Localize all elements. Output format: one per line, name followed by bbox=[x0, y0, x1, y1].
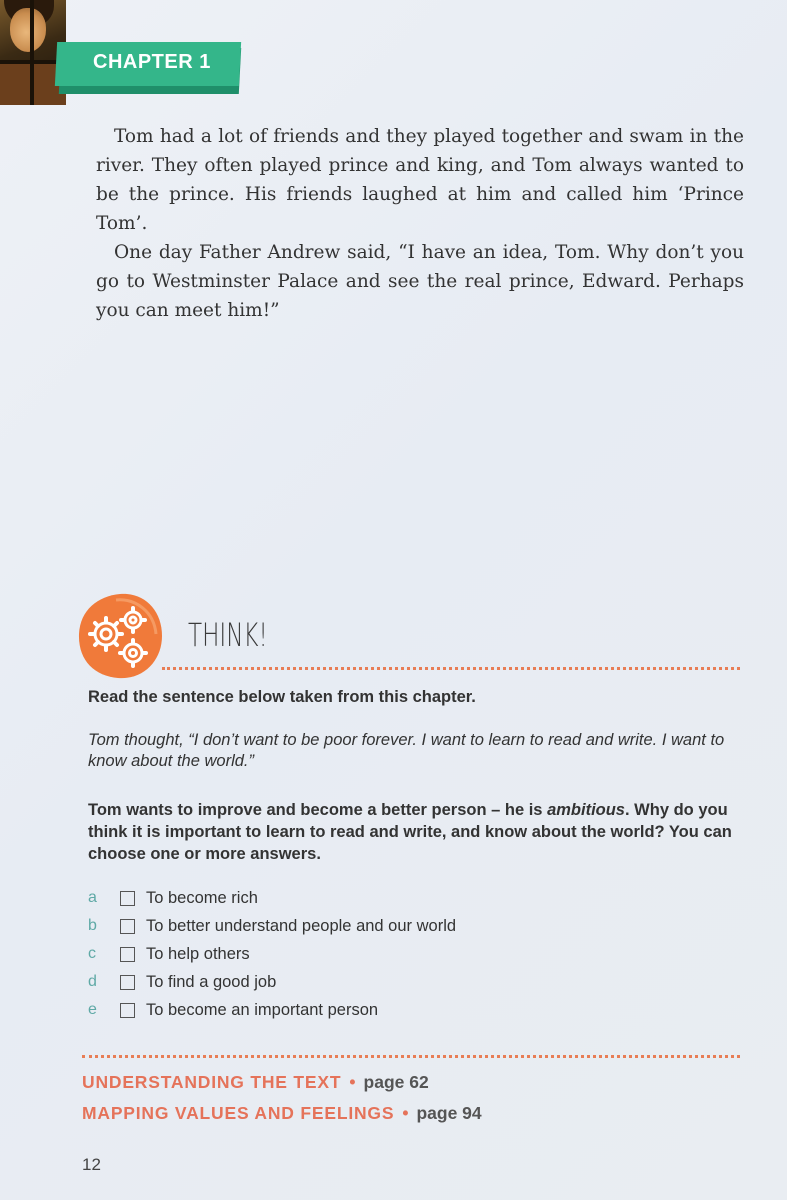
checkbox[interactable] bbox=[120, 919, 135, 934]
option-text: To better understand people and our world bbox=[146, 916, 457, 935]
story-paragraph: Tom had a lot of friends and they played together and swam in the river. They often played prince and king, and Tom always wanted to be the prince. His friends laughed at him and called him ‘Prince Tom’. bbox=[96, 126, 744, 234]
reference-understanding[interactable]: UNDERSTANDING THE TEXT • page 62 bbox=[82, 1072, 429, 1092]
option-d[interactable] bbox=[88, 968, 456, 996]
option-letter: e bbox=[88, 1001, 97, 1018]
gears-icon bbox=[76, 590, 164, 682]
story-paragraph: One day Father Andrew said, “I have an idea, Tom. Why don’t you go to Westminster Palace and see the real prince, Edward. Perhaps you can meet him!” bbox=[96, 242, 744, 321]
reference-page: page 94 bbox=[416, 1103, 482, 1123]
story-text bbox=[96, 122, 744, 325]
question-text: Tom wants to improve and become a better person – he is ambitious. Why do you think it is important to learn to read and write, and know about the world? You can choose one or more answers. bbox=[88, 801, 732, 863]
reference-heading: UNDERSTANDING THE TEXT bbox=[82, 1072, 342, 1092]
answer-options bbox=[88, 884, 456, 1024]
option-text: To help others bbox=[146, 944, 250, 963]
quote-text: Tom thought, “I don’t want to be poor forever. I want to learn to read and write. I want to know about the world.” bbox=[88, 731, 725, 770]
page-number: 12 bbox=[82, 1155, 101, 1174]
option-c[interactable] bbox=[88, 940, 456, 968]
reference-heading: MAPPING VALUES AND FEELINGS bbox=[82, 1103, 395, 1123]
option-text: To become rich bbox=[146, 888, 258, 907]
reference-mapping[interactable]: MAPPING VALUES AND FEELINGS • page 94 bbox=[82, 1103, 482, 1123]
emphasis-word: ambitious bbox=[547, 801, 625, 819]
chapter-label: CHAPTER 1 bbox=[93, 51, 211, 73]
option-letter: d bbox=[88, 973, 97, 990]
option-text: To become an important person bbox=[146, 1000, 379, 1019]
think-title: THINK! bbox=[188, 616, 268, 654]
reference-page: page 62 bbox=[363, 1072, 429, 1092]
option-letter: b bbox=[88, 917, 97, 934]
divider bbox=[82, 1055, 740, 1058]
option-b[interactable] bbox=[88, 912, 456, 940]
checkbox[interactable] bbox=[120, 1003, 135, 1018]
divider bbox=[162, 667, 740, 670]
option-letter: a bbox=[88, 889, 97, 906]
option-letter: c bbox=[88, 945, 96, 962]
option-a[interactable] bbox=[88, 884, 456, 912]
question-intro: Read the sentence below taken from this chapter. bbox=[88, 688, 476, 706]
checkbox[interactable] bbox=[120, 975, 135, 990]
option-e[interactable] bbox=[88, 996, 456, 1024]
checkbox[interactable] bbox=[120, 891, 135, 906]
chapter-banner bbox=[56, 42, 244, 96]
option-text: To find a good job bbox=[146, 972, 277, 991]
checkbox[interactable] bbox=[120, 947, 135, 962]
